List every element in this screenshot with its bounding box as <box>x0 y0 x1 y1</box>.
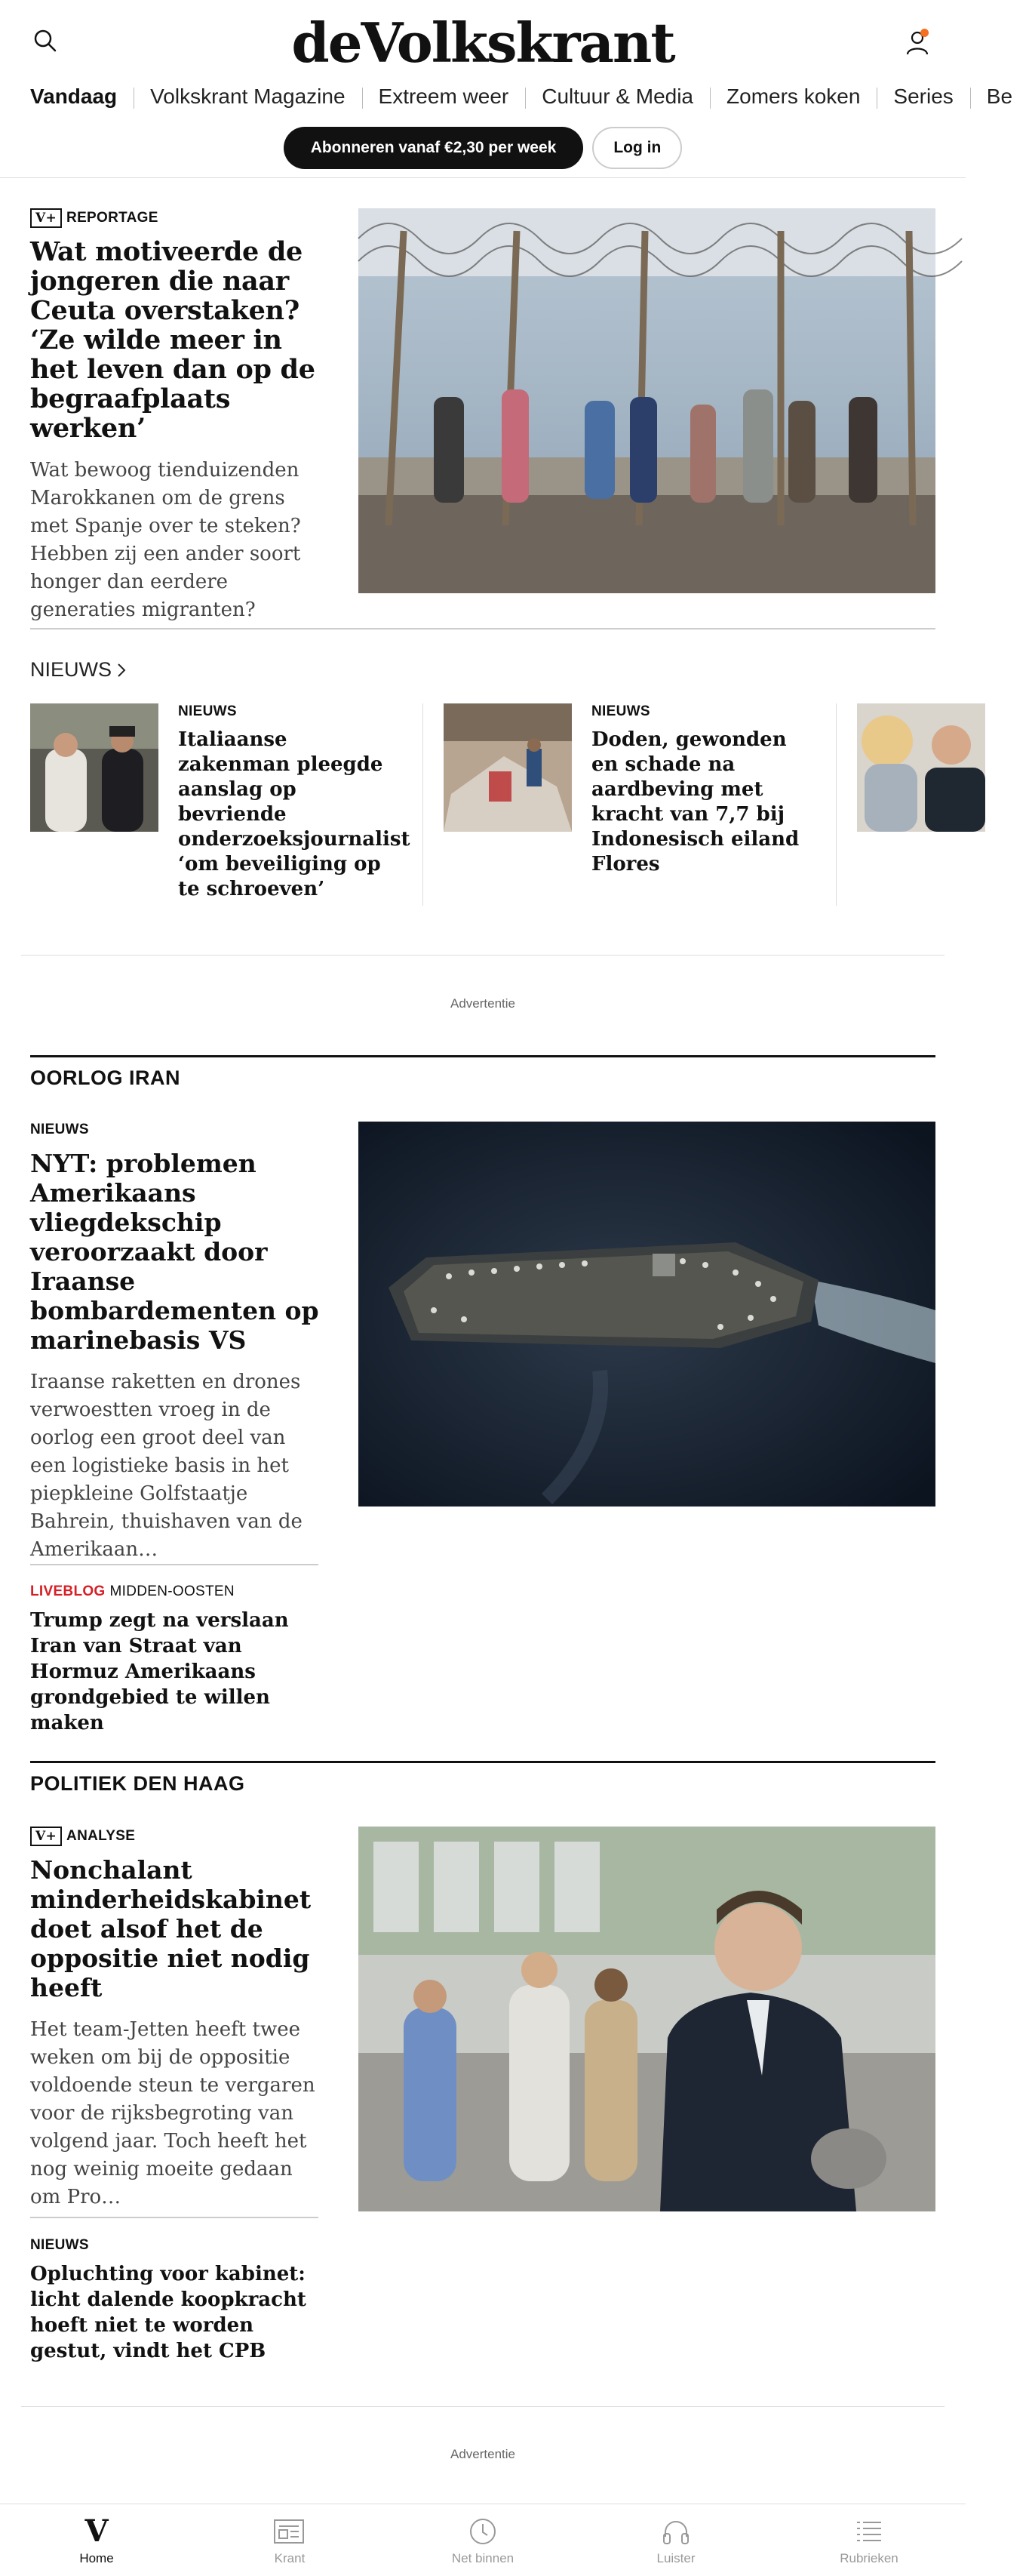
liveblog-label: LIVEBLOG <box>30 1583 106 1599</box>
news-card[interactable] <box>444 703 821 906</box>
vplus-badge: V+ <box>30 1827 62 1846</box>
lead-photo-ceuta-fence[interactable] <box>358 208 935 593</box>
tab-label: Net binnen <box>451 2550 514 2565</box>
tab-luister[interactable] <box>579 2504 773 2576</box>
article-headline[interactable]: Nonchalant minderheidskabinet doet alsof het de oppositie niet nodig heeft <box>30 1855 312 2002</box>
nav-item-extreem-weer[interactable]: Extreem weer <box>362 85 526 109</box>
section-divider <box>21 2406 945 2407</box>
news-thumbnail <box>857 703 985 832</box>
site-logo[interactable]: deVolkskrant <box>291 11 674 75</box>
nav-item-cultuur-media[interactable]: Cultuur & Media <box>525 85 710 109</box>
subscribe-bar <box>0 127 966 169</box>
news-card-partial[interactable] <box>857 703 966 906</box>
header-divider <box>0 177 966 178</box>
tab-net-binnen[interactable] <box>386 2504 579 2576</box>
politiek-main-article[interactable] <box>30 1827 320 2211</box>
headphones-icon <box>661 2517 691 2546</box>
clock-icon <box>468 2516 498 2547</box>
search-button[interactable] <box>29 24 62 57</box>
oorlog-secondary-article[interactable] <box>30 1583 320 1736</box>
nav-item-more[interactable]: Be <box>970 85 1029 109</box>
article-intro: Wat bewoog tienduizenden Marokkanen om de grens met Spanje over te steken? Hebben zij een ander soort honger dan eerdere generaties migranten? <box>30 459 301 621</box>
article-divider <box>30 2217 318 2218</box>
article-kicker <box>30 1583 320 1600</box>
kicker-label: REPORTAGE <box>66 210 158 226</box>
article-headline[interactable]: Wat motiveerde de jongeren die naar Ceuta overstaken? ‘Ze wilde meer in het leven dan op de begraafplaats werken’ <box>30 236 315 444</box>
column-divider <box>422 703 423 906</box>
kicker-label: MIDDEN-OOSTEN <box>109 1583 235 1599</box>
news-kicker: NIEUWS <box>591 703 650 719</box>
volkskrant-v-icon: V <box>84 2513 109 2549</box>
nav-item-zomers-koken[interactable]: Zomers koken <box>710 85 877 109</box>
login-button[interactable]: Log in <box>592 127 682 169</box>
news-headline[interactable]: Doden, gewonden en schade na aardbeving met kracht van 7,7 bij Indonesisch eiland Flores <box>591 728 800 876</box>
tab-rubrieken[interactable] <box>773 2504 966 2576</box>
news-kicker: NIEUWS <box>178 703 237 719</box>
bottom-tab-bar <box>0 2504 966 2576</box>
chevron-right-icon <box>116 662 127 679</box>
article-kicker <box>30 208 320 228</box>
kicker-label: ANALYSE <box>66 1828 136 1844</box>
tab-label: Rubrieken <box>840 2550 898 2565</box>
section-rule <box>30 1761 935 1763</box>
news-section-link[interactable] <box>30 658 127 682</box>
vplus-badge: V+ <box>30 208 62 228</box>
section-rule <box>30 1055 935 1057</box>
tab-krant[interactable] <box>193 2504 386 2576</box>
tab-home[interactable] <box>0 2504 193 2576</box>
section-title-oorlog-iran[interactable]: OORLOG IRAN <box>30 1066 180 1089</box>
subscribe-button[interactable]: Abonneren vanaf €2,30 per week <box>284 127 584 169</box>
news-thumbnail <box>444 703 572 832</box>
section-divider <box>21 955 945 956</box>
account-button[interactable] <box>902 24 938 60</box>
section-divider <box>30 628 935 629</box>
tab-label: Krant <box>274 2550 306 2565</box>
nav-item-series[interactable]: Series <box>877 85 969 109</box>
article-kicker: NIEUWS <box>30 1122 89 1137</box>
article-intro: Iraanse raketten en drones verwoestten vroeg in de oorlog een groot deel van een logistieke basis in het piepkleine Golfstaatje Bahrein, thuishaven van de Amerikaan… <box>30 1371 303 1561</box>
article-kicker: NIEUWS <box>30 2237 89 2253</box>
article-divider <box>30 1564 318 1565</box>
tab-label: Home <box>79 2550 114 2565</box>
column-divider <box>836 703 837 906</box>
news-section-label: NIEUWS <box>30 658 112 681</box>
article-kicker <box>30 1827 320 1846</box>
nav-item-volkskrant-magazine[interactable]: Volkskrant Magazine <box>134 85 361 109</box>
advertisement-label: Advertentie <box>450 996 515 1011</box>
search-icon <box>32 27 59 54</box>
news-thumbnail <box>30 703 158 832</box>
section-title-politiek-den-haag[interactable]: POLITIEK DEN HAAG <box>30 1772 245 1795</box>
politiek-secondary-article[interactable] <box>30 2237 320 2364</box>
article-headline[interactable]: NYT: problemen Amerikaans vliegdekschip veroorzaakt door Iraanse bombardementen op marinebasis VS <box>30 1149 319 1355</box>
politician-photo[interactable] <box>358 1827 935 2211</box>
nav-item-vandaag[interactable]: Vandaag <box>30 85 118 108</box>
tab-label: Luister <box>656 2550 696 2565</box>
article-intro: Het team-Jetten heeft twee weken om bij de oppositie voldoende steun te vergaren voor de rijksbegroting van volgend jaar. Toch heeft het nog weinig moeite gedaan om Pro… <box>30 2018 315 2208</box>
newspaper-icon <box>273 2519 306 2544</box>
list-icon <box>854 2519 884 2544</box>
news-headline[interactable]: Italiaanse zakenman pleegde aanslag op bevriende onderzoeksjournalist ‘om beveiliging op te schroeven’ <box>178 728 410 900</box>
oorlog-main-article[interactable] <box>30 1122 320 1564</box>
user-icon <box>904 27 934 60</box>
news-card[interactable] <box>30 703 410 906</box>
advertisement-label: Advertentie <box>450 2447 515 2461</box>
notification-dot <box>920 29 929 37</box>
aircraft-carrier-photo[interactable] <box>358 1122 935 1507</box>
main-nav <box>0 75 1013 118</box>
article-headline[interactable]: Trump zegt na verslaan Iran van Straat van Hormuz Amerikaans grondgebied te willen maken <box>30 1609 289 1734</box>
lead-article[interactable] <box>30 208 320 624</box>
article-headline[interactable]: Opluchting voor kabinet: licht dalende koopkracht hoeft niet te worden gestut, vindt het CPB <box>30 2263 306 2362</box>
